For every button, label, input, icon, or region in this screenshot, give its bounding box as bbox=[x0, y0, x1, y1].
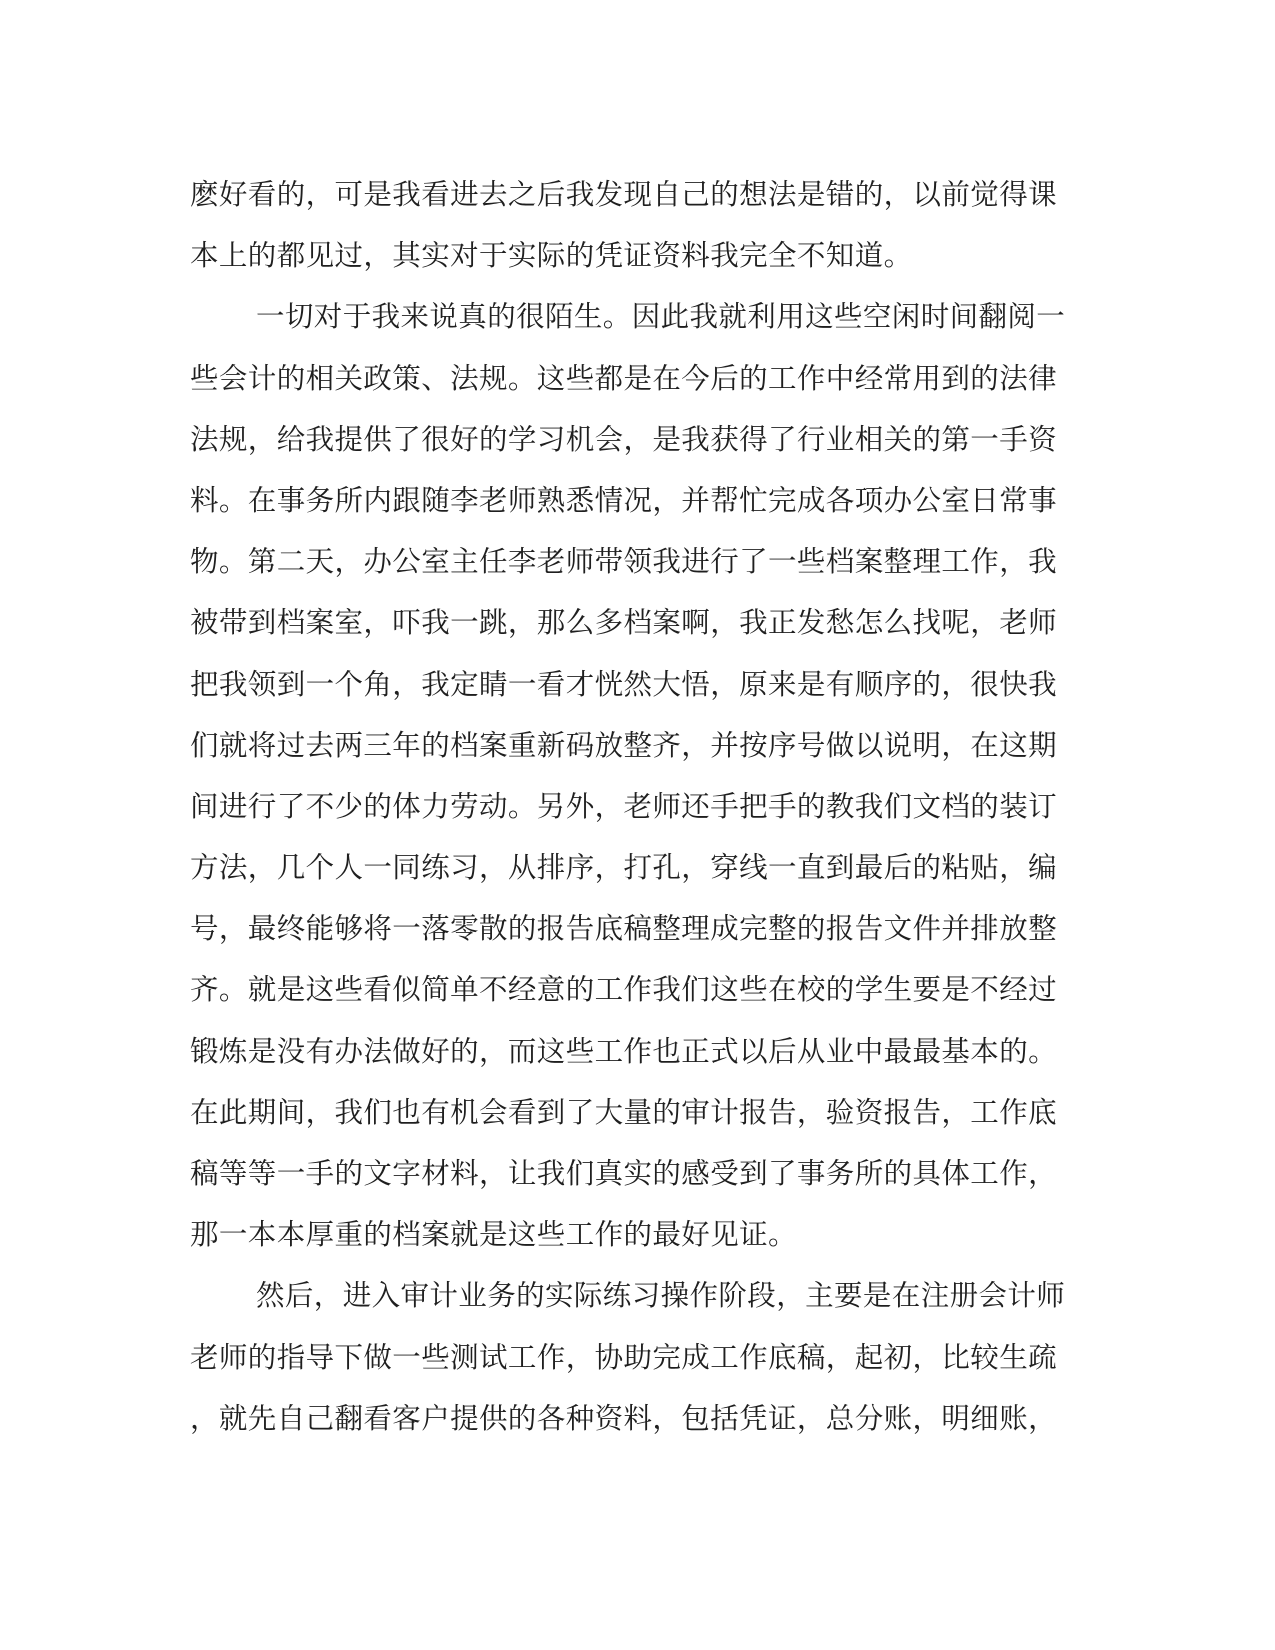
body-text bbox=[190, 164, 1090, 1449]
text-line: 方法，几个人一同练习，从排序，打孔，穿线一直到最后的粘贴，编 bbox=[190, 851, 1058, 885]
text-line: 法规，给我提供了很好的学习机会，是我获得了行业相关的第一手资 bbox=[190, 422, 1058, 456]
text-line: 本上的都见过，其实对于实际的凭证资料我完全不知道。 bbox=[190, 239, 913, 273]
text-line: 被带到档案室，吓我一跳，那么多档案啊，我正发愁怎么找呢，老师 bbox=[190, 606, 1058, 640]
paragraph-start-line: 一切对于我来说真的很陌生。因此我就利用这些空闲时间翻阅一 bbox=[256, 300, 1066, 334]
text-line: 把我领到一个角，我定睛一看才恍然大悟，原来是有顺序的，很快我 bbox=[190, 667, 1058, 701]
text-line: 那一本本厚重的档案就是这些工作的最好见证。 bbox=[190, 1218, 797, 1252]
text-line: 老师的指导下做一些测试工作，协助完成工作底稿，起初，比较生疏 bbox=[190, 1340, 1058, 1374]
text-line: 锻炼是没有办法做好的，而这些工作也正式以后从业中最最基本的。 bbox=[190, 1034, 1058, 1068]
text-line: 麽好看的，可是我看进去之后我发现自己的想法是错的，以前觉得课 bbox=[190, 178, 1058, 211]
text-line: 们就将过去两三年的档案重新码放整齐，并按序号做以说明，在这期 bbox=[190, 728, 1058, 762]
text-line: 间进行了不少的体力劳动。另外，老师还手把手的教我们文档的装订 bbox=[190, 789, 1058, 823]
text-line: 稿等等一手的文字材料，让我们真实的感受到了事务所的具体工作， bbox=[190, 1157, 1058, 1190]
text-line: ，就先自己翻看客户提供的各种资料，包括凭证，总分账，明细账， bbox=[190, 1401, 1058, 1435]
text-line: 齐。就是这些看似简单不经意的工作我们这些在校的学生要是不经过 bbox=[190, 973, 1058, 1007]
text-line: 在此期间，我们也有机会看到了大量的审计报告，验资报告，工作底 bbox=[190, 1095, 1058, 1129]
text-line: 号，最终能够将一落零散的报告底稿整理成完整的报告文件并排放整 bbox=[190, 912, 1058, 946]
text-line: 些会计的相关政策、法规。这些都是在今后的工作中经常用到的法律 bbox=[190, 361, 1058, 395]
paragraph-start-line: 然后，进入审计业务的实际练习操作阶段，主要是在注册会计师 bbox=[256, 1279, 1066, 1313]
text-line: 料。在事务所内跟随李老师熟悉情况，并帮忙完成各项办公室日常事 bbox=[190, 483, 1058, 517]
text-line: 物。第二天，办公室主任李老师带领我进行了一些档案整理工作，我 bbox=[190, 545, 1058, 579]
